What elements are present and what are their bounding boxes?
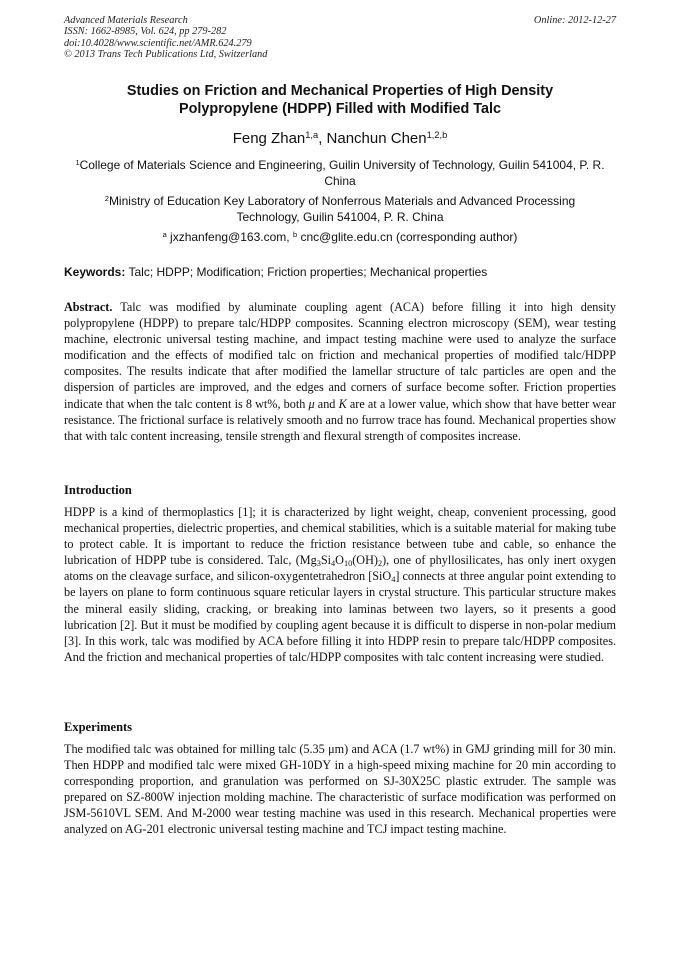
intro-text: ), one of phyllosilicates, has only inert oxygen atoms on the cleavage surface, and silicon-oxygentetrahedron [SiO bbox=[64, 553, 617, 584]
online-date: Online: 2012-12-27 bbox=[533, 15, 616, 26]
title-line-1: Studies on Friction and Mechanical Properties of High Density bbox=[126, 83, 554, 99]
affil-mark: 1 bbox=[75, 157, 80, 167]
affiliation-1 bbox=[64, 157, 616, 189]
affil-text: College of Materials Science and Engineering, Guilin University of Technology, Guilin 541004, P. R. China bbox=[79, 158, 605, 188]
author-list bbox=[64, 130, 616, 148]
abstract-text: Talc was modified by aluminate coupling agent (ACA) before filling it into high density polypropylene (HDPP) to prepare talc/HDPP composites. Scanning electron microscopy (SEM), wear testing machine, electronic universal testing machine, and impact testing machine were used to analyze the surface modification and the effects of modified talc on friction and mechanical properties of modified talc/HDPP composites. The results indicate that after modified the lamellar structure of talc particles are open and the dispersion of particles are improved, and the edges and corners of surface become softer. Friction properties indicate that when the talc content is 8 wt%, both bbox=[64, 300, 616, 411]
affil-mark: 2 bbox=[104, 193, 109, 203]
abstract bbox=[64, 299, 616, 444]
abstract-label: Abstract. bbox=[64, 300, 113, 314]
doi-line: doi:10.4028/www.scientific.net/AMR.624.279 bbox=[64, 37, 252, 49]
subscript: 2 bbox=[377, 559, 383, 569]
keywords-text: Talc; HDPP; Modification; Friction properties; Mechanical properties bbox=[125, 265, 488, 279]
author-affil-mark: 1,a bbox=[305, 129, 319, 140]
k-symbol: K bbox=[338, 396, 347, 411]
author-emails bbox=[64, 229, 616, 245]
subscript: 10 bbox=[343, 559, 353, 569]
journal-name: Advanced Materials Research bbox=[64, 15, 188, 26]
subscript: 4 bbox=[331, 559, 336, 569]
title-line-2: Polypropylene (HDPP) Filled with Modified Talc bbox=[179, 101, 501, 117]
journal-header bbox=[64, 15, 616, 60]
abstract-text: and bbox=[314, 396, 339, 411]
experiments-heading: Experiments bbox=[64, 720, 133, 734]
email-mark: b bbox=[292, 229, 298, 239]
email-link[interactable]: jxzhanfeng@163.com, bbox=[166, 230, 293, 244]
introduction-heading: Introduction bbox=[64, 483, 132, 497]
intro-text: O bbox=[335, 553, 344, 568]
subscript: 4 bbox=[391, 575, 396, 585]
keywords-label: Keywords: bbox=[64, 265, 126, 279]
introduction-text bbox=[64, 504, 616, 665]
author-affil-mark: 1,2,b bbox=[426, 129, 448, 140]
email-mark: a bbox=[162, 229, 167, 239]
affil-text: Ministry of Education Key Laboratory of Nonferrous Materials and Advanced Processing Technology, Guilin 541004, P. R. China bbox=[108, 194, 576, 224]
experiments-text: The modified talc was obtained for milling talc (5.35 μm) and ACA (1.7 wt%) in GMJ grinding mill for 30 min. Then HDPP and modified talc were mixed GH-10DY in a high-speed mixing machine for 20 min according to corresponding proportion, and granulation was performed on SJ-30X25C plastic extruder. The sample was prepared on SZ-800W injection molding machine. The characteristic of surface modification was performed on JSM-5610VL SEM. And M-2000 wear testing machine was used in this research. Mechanical properties were analyzed on AG-201 electronic universal testing machine and TCJ impact testing machine. bbox=[64, 742, 616, 837]
copyright-line: © 2013 Trans Tech Publications Ltd, Switzerland bbox=[64, 48, 268, 60]
author-separator: , bbox=[318, 130, 327, 147]
mu-symbol: μ bbox=[308, 396, 315, 411]
intro-text: Si bbox=[320, 553, 331, 568]
affiliation-2 bbox=[64, 193, 616, 225]
paper-title bbox=[64, 82, 616, 118]
keywords bbox=[64, 264, 616, 280]
issn-line: ISSN: 1662-8985, Vol. 624, pp 279-282 bbox=[64, 26, 227, 38]
intro-text: (OH) bbox=[352, 553, 378, 568]
subscript: 3 bbox=[316, 559, 321, 569]
intro-text: HDPP is a kind of thermoplastics [1]; it is characterized by light weight, cheap, convenient processing, good mechanical properties, dielectric properties, and chemical stabilities, which is a suitable material for making tube to protect cable. It is important to reduce the friction resistance between tube and cable, so enhance the lubrication of HDPP tube is considered. Talc, (Mg bbox=[64, 505, 616, 568]
intro-text: ] connects at three angular point extending to be layers on plane to form continuous square reticular layers in crystal structure. This particular structure makes the mineral easily sliding, cracking, or breaking into laminas between two layers, so it presents a good lubrication [2]. But it must be modified by coupling agent because it is difficult to disperse in non-polar medium [3]. In this work, talc was modified by ACA before filling it into HDPP resin to prepare talc/HDPP composites. And the friction and mechanical properties of talc/HDPP composites with talc content increasing were studied. bbox=[64, 569, 616, 664]
email-link[interactable]: cnc@glite.edu.cn (corresponding author) bbox=[297, 230, 518, 244]
author-name: Nanchun Chen bbox=[326, 130, 427, 147]
author-name: Feng Zhan bbox=[232, 130, 306, 147]
abstract-text: are at a lower value, which show that have better wear resistance. The frictional surface is relatively smooth and no furrow trace has found. Mechanical properties show that with talc content increasing, tensile strength and flexural strength of composites increase. bbox=[64, 396, 616, 443]
